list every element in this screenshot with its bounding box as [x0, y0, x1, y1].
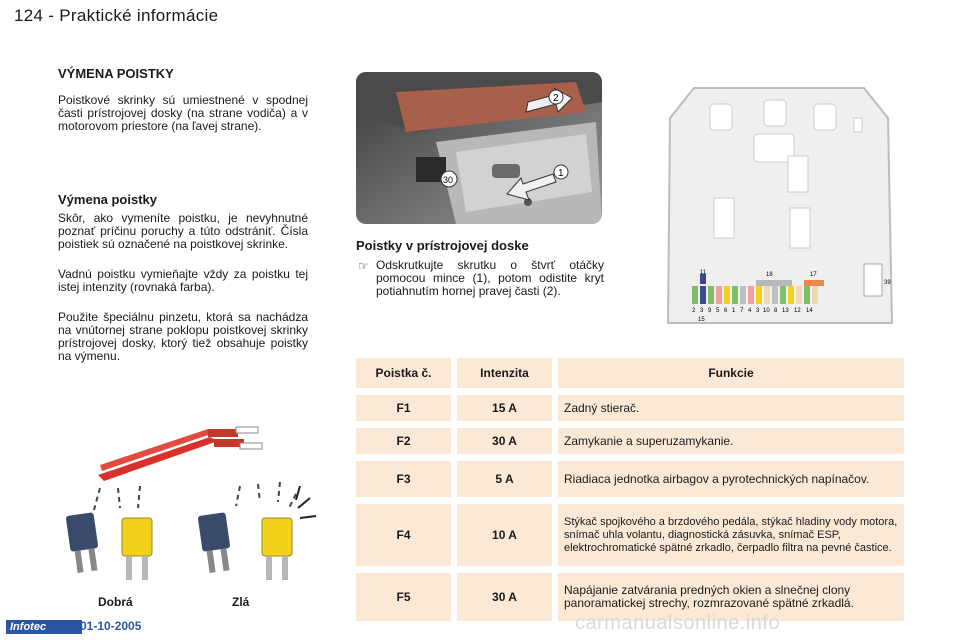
fuse-function: Zadný stierač. [558, 395, 904, 421]
diagram-label-4: 4 [748, 308, 752, 314]
diagram-label-top-18: 18 [766, 272, 773, 278]
diagram-label-1: 1 [732, 308, 736, 314]
fuse-id: F2 [356, 428, 451, 454]
diagram-label-3b: 3 [756, 308, 760, 314]
table-row [356, 504, 904, 566]
diagram-label-2: 2 [692, 308, 696, 314]
header-rating: Intenzita [457, 358, 552, 388]
fuse-table [356, 358, 904, 628]
paragraph-tweezers: Použite špeciálnu pinzetu, ktorá sa nachádza na vnútornej strane poklopu poistkovej skrinky prístrojovej dosky, ktorý tiež obsahuje poistky na výmenu. [58, 310, 308, 363]
fuse-function: Riadiaca jednotka airbagov a pyrotechnických napínačov. [558, 461, 904, 497]
photo-label-1: 1 [558, 168, 564, 179]
caption-bad: Zlá [232, 595, 250, 609]
fuse-function: Stýkač spojkového a brzdového pedála, stýkač hladiny vody motora, snímač uhla volantu, diagnostická zásuvka, snímač ESP, elektrochromatické spätné zrkadlo, čerpadlo filtra na pevné častice. [558, 504, 904, 566]
page-number: 124 [14, 6, 44, 25]
diagram-label-7: 7 [740, 308, 744, 314]
diagram-label-13: 13 [782, 308, 789, 314]
diagram-label-5: 5 [716, 308, 720, 314]
diagram-label-39: 39 [884, 280, 891, 286]
photo-label-30: 30 [443, 175, 454, 185]
intro-paragraph: Poistkové skrinky sú umiestnené v spodnej časti prístrojovej dosky (na strane vodiča) a v motorovom priestore (na ľavej strane). [58, 93, 308, 133]
header-function: Funkcie [558, 358, 904, 388]
dashboard-fusebox-photo [356, 72, 602, 224]
diagram-label-12: 12 [794, 308, 801, 314]
dashboard-fuses-heading: Poistky v prístrojovej doske [356, 238, 529, 253]
fuse-rating: 10 A [457, 504, 552, 566]
fuse-rating: 15 A [457, 395, 552, 421]
paragraph-same-rating: Vadnú poistku vymieňajte vždy za poistku tej istej intenzity (rovnaká farba). [58, 267, 308, 294]
fuse-id: F4 [356, 504, 451, 566]
watermark: carmanualsonline.info [575, 612, 781, 634]
fuse-rating: 5 A [457, 461, 552, 497]
fuse-function: Zamykanie a superuzamykanie. [558, 428, 904, 454]
tweezers-body [98, 427, 262, 481]
section-heading: VÝMENA POISTKY [58, 66, 174, 81]
diagram-label-9: 9 [708, 308, 712, 314]
fuse-rating: 30 A [457, 428, 552, 454]
table-row [356, 428, 904, 454]
table-row [356, 395, 904, 421]
header-fuse-number: Poistka č. [356, 358, 451, 388]
paragraph-cause: Skôr, ako vymeníte poistku, je nevyhnutné poznať príčinu poruchy a túto odstrániť. Čísla poistiek sú označené na poistkovej skrinke. [58, 211, 308, 251]
caption-good: Dobrá [98, 595, 133, 609]
diagram-label-8: 8 [774, 308, 778, 314]
diagram-label-15: 15 [698, 317, 705, 323]
diagram-label-3: 3 [700, 308, 704, 314]
infotec-logo: Infotec [6, 620, 82, 634]
page-title: Praktické informácie [59, 6, 219, 25]
footer-date: 01-10-2005 [80, 619, 142, 633]
diagram-label-10: 10 [763, 308, 770, 314]
fusebox-diagram [664, 78, 904, 328]
photo-label-2: 2 [553, 93, 559, 104]
pointing-hand-icon: ☞ [358, 259, 369, 273]
fuse-comparison-illustration [60, 478, 320, 593]
header-separator: - [48, 6, 55, 25]
diagram-label-14: 14 [806, 308, 813, 314]
fuse-replacement-heading: Výmena poistky [58, 192, 157, 207]
diagram-label-top-17: 17 [810, 272, 817, 278]
dashboard-photo-drawing [356, 72, 602, 224]
dashboard-instructions: Odskrutkujte skrutku o štvrť otáčky pomocou mince (1), potom odistite kryt potiahnutím hornej pravej časti (2). [376, 258, 604, 298]
fuse-rating: 30 A [457, 573, 552, 621]
bad-fuse-pair [198, 482, 316, 580]
fuse-function: Napájanie zatvárania predných okien a slnečnej clony panoramatickej strechy, rozmrazované spätné zrkadlá. [558, 573, 904, 621]
page-header [14, 6, 218, 26]
diagram-label-top-11: 11 [700, 270, 707, 276]
fuse-id: F5 [356, 573, 451, 621]
fuse-id: F3 [356, 461, 451, 497]
fuse-id: F1 [356, 395, 451, 421]
good-fuse-pair [66, 486, 152, 580]
table-row [356, 461, 904, 497]
diagram-label-6: 6 [724, 308, 728, 314]
table-header-row [356, 358, 904, 388]
